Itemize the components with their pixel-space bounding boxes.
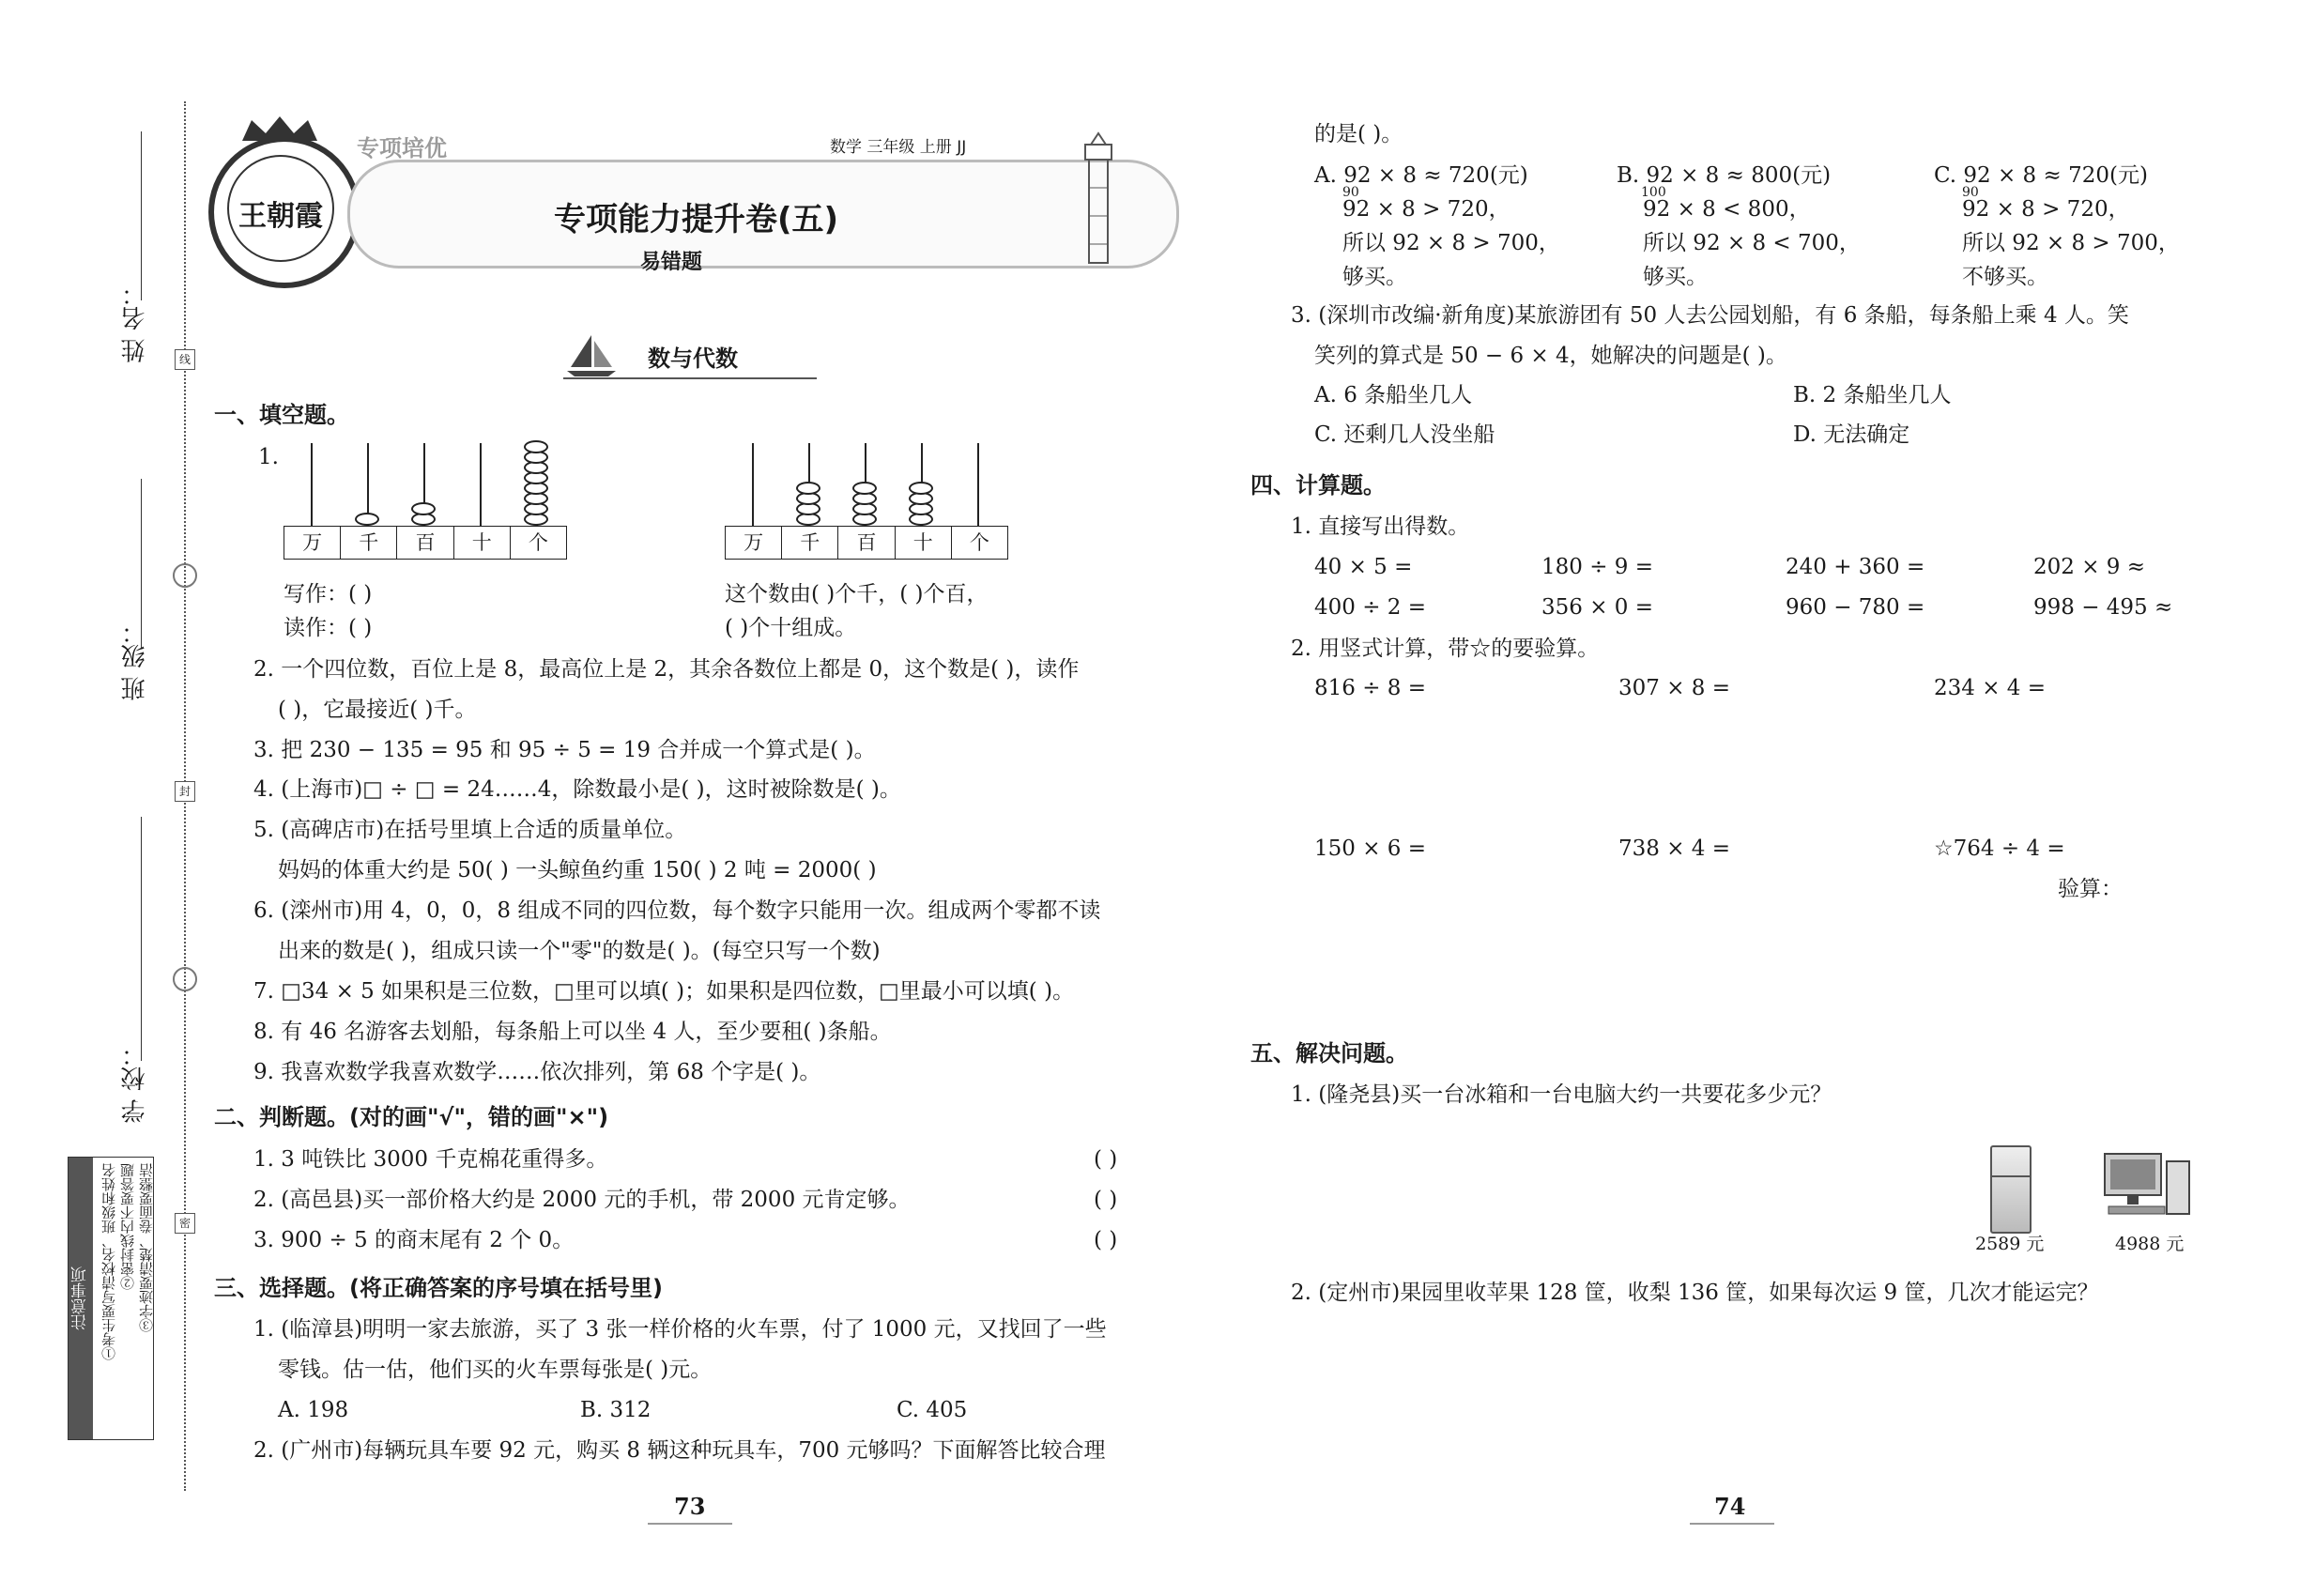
abacus-rod (977, 443, 979, 526)
calc-item: 356 × 0 = (1541, 595, 1654, 620)
choice-option: A. 92 × 8 ≈ 720(元) (1314, 163, 1528, 188)
logo-text: 王朝霞 (238, 200, 323, 233)
estimate-note: 90 (1962, 185, 1979, 200)
divider (1690, 1523, 1774, 1525)
notice-item: ②密封线内不要答题 (119, 1163, 136, 1290)
abacus-label: 个 (528, 531, 548, 554)
check-label: 验算： (2058, 877, 2123, 901)
abacus-bead (411, 502, 436, 515)
judge-item: 3. 900 ÷ 5 的商末尾有 2 个 0。 (253, 1228, 575, 1252)
abacus-bead (524, 440, 548, 453)
sailboat-icon (563, 333, 620, 378)
name-label: 姓 名： (121, 282, 149, 363)
choice-option: A. 6 条船坐几人 (1314, 383, 1473, 407)
question-line: 2. 一个四位数，百位上是 8，最高位上是 2，其余各数位上都是 0，这个数是( )，读作 (253, 657, 1080, 682)
abacus-label: 千 (341, 527, 397, 559)
choice-option: A. 198 (278, 1398, 349, 1422)
choice-option: C. 还剩几人没坐船 (1314, 422, 1495, 447)
publisher-logo (208, 136, 360, 288)
choice-option: 92 × 8 > 720， (1342, 197, 1510, 222)
section-heading: 四、计算题。 (1250, 472, 1386, 499)
compose-answer: 这个数由( )个千，( )个百， (725, 582, 989, 606)
calc-item: 180 ÷ 9 = (1541, 555, 1654, 579)
choice-option: C. 92 × 8 ≈ 720(元) (1934, 163, 2148, 188)
fridge-icon (1990, 1145, 2032, 1234)
question-line: 3. 把 230 − 135 = 95 和 95 ÷ 5 = 19 合并成一个算式是( )。 (253, 738, 876, 762)
question-line: 7. □34 × 5 如果积是三位数，□里可以填( )；如果积是四位数，□里最小可以填( )。 (253, 979, 1075, 1004)
question-line: 妈妈的体重大约是 50( ) 一头鲸鱼约重 150( ) 2 吨 = 2000( ) (278, 858, 877, 882)
calc-item: 998 − 495 ≈ (2033, 595, 2173, 620)
choice-option: 够买。 (1342, 265, 1407, 289)
section-topic: 数与代数 (648, 345, 738, 372)
choice-option: B. 312 (580, 1398, 652, 1422)
abacus-rod (311, 443, 313, 526)
abacus-rod (752, 443, 754, 526)
abacus-bead (796, 482, 820, 495)
lighthouse-icon (1080, 131, 1117, 282)
question-line: 2. (定州市)果园里收苹果 128 筐，收梨 136 筐，如果每次运 9 筐，几次才能运完？ (1291, 1281, 2099, 1305)
crown-icon (233, 115, 327, 143)
fridge-price: 2589 元 (1975, 1234, 2045, 1254)
name-field[interactable] (141, 131, 142, 300)
abacus-label: 百 (838, 527, 895, 559)
judge-item: 1. 3 吨铁比 3000 千克棉花重得多。 (253, 1147, 608, 1172)
binding-mark: 封 (175, 781, 195, 802)
abacus-bead (355, 513, 379, 526)
calc-item: 234 × 4 = (1934, 676, 2047, 700)
estimate-note: 90 (1342, 185, 1359, 200)
abacus-label: 十 (454, 527, 511, 559)
choice-option: 够买。 (1643, 265, 1708, 289)
calc-item: 202 × 9 ≈ (2033, 555, 2146, 579)
choice-option: 92 × 8 > 720， (1962, 197, 2130, 222)
choice-option: 所以 92 × 8 > 700， (1962, 231, 2180, 255)
page-subtitle: 易错题 (640, 251, 703, 274)
calc-item: 738 × 4 = (1618, 836, 1731, 861)
question-line: 8. 有 46 名游客去划船，每条船上可以坐 4 人，至少要租( )条船。 (253, 1020, 892, 1044)
question-line: 2. (广州市)每辆玩具车要 92 元，购买 8 辆这种玩具车，700 元够吗？下面解答比较合理 (253, 1438, 1106, 1463)
notice-title: 注意事项 (69, 1158, 93, 1439)
question-line: 笑列的算式是 50 − 6 × 4，她解决的问题是( )。 (1314, 344, 1787, 368)
compose-answer: ( )个十组成。 (725, 616, 857, 640)
choice-option: 所以 92 × 8 > 700， (1342, 231, 1560, 255)
notice-box (68, 1157, 154, 1440)
abacus-label: 十 (896, 527, 952, 559)
question-line: 的是( )。 (1314, 122, 1403, 146)
abacus-bead (852, 482, 877, 495)
hole-icon (173, 967, 197, 991)
class-label: 班 级： (121, 620, 149, 701)
header-tab: 专项培优 (357, 135, 447, 161)
abacus-label: 千 (782, 527, 838, 559)
binding-mark: 线 (175, 349, 195, 370)
question-line: 9. 我喜欢数学我喜欢数学……依次排列，第 68 个字是( )。 (253, 1060, 821, 1084)
question-line: 1. 直接写出得数。 (1291, 514, 1470, 539)
question-line: 零钱。估一估，他们买的火车票每张是( )元。 (278, 1358, 713, 1382)
question-line: 1. (临漳县)明明一家去旅游，买了 3 张一样价格的火车票，付了 1000 元，又找回了一些 (253, 1317, 1107, 1342)
estimate-note: 100 (1641, 185, 1666, 200)
abacus-bead (909, 482, 933, 495)
calc-item: 960 − 780 = (1786, 595, 1925, 620)
school-field[interactable] (141, 817, 142, 1061)
judge-item: 2. (高邑县)买一部价格大约是 2000 元的手机，带 2000 元肯定够。 (253, 1188, 911, 1212)
read-answer: 读作：( ) (284, 616, 373, 640)
notice-item: ①考生要写清校名、班级和姓名 (100, 1163, 117, 1360)
class-field[interactable] (141, 479, 142, 648)
question-number: 1. (258, 445, 279, 469)
question-line: 3. (深圳市改编·新角度)某旅游团有 50 人去公园划船，有 6 条船，每条船上乘 4 人。笑 (1291, 303, 2129, 328)
page-number: 73 (674, 1493, 706, 1520)
notice-item: ③字迹要清楚、卷面要整洁 (138, 1163, 155, 1332)
calc-item: 150 × 6 = (1314, 836, 1427, 861)
choice-option: 92 × 8 < 800， (1643, 197, 1811, 222)
computer-icon (2103, 1150, 2192, 1225)
section-heading: 二、判断题。(对的画"√"，错的画"×") (214, 1104, 609, 1130)
abacus-label: 个 (969, 531, 989, 554)
choice-option: 所以 92 × 8 < 700， (1643, 231, 1861, 255)
question-line: 出来的数是( )，组成只读一个"零"的数是( )。(每空只写一个数) (278, 939, 881, 963)
page-title: 专项能力提升卷(五) (554, 201, 839, 238)
hole-icon (173, 563, 197, 588)
section-heading: 五、解决问题。 (1250, 1040, 1408, 1067)
question-line: ( )，它最接近( )千。 (278, 698, 477, 722)
question-line: 6. (滦州市)用 4，0，0，8 组成不同的四位数，每个数字只能用一次。组成两个零都不读 (253, 898, 1101, 923)
choice-option: D. 无法确定 (1793, 422, 1910, 447)
judge-answer[interactable]: ( ) (1094, 1228, 1118, 1252)
binding-mark: 密 (175, 1213, 195, 1234)
calc-item: 40 × 5 = (1314, 555, 1413, 579)
page-number: 74 (1714, 1493, 1746, 1520)
abacus-rod (480, 443, 482, 526)
abacus-label: 万 (726, 527, 782, 559)
question-line: 1. (隆尧县)买一台冰箱和一台电脑大约一共要花多少元？ (1291, 1082, 1832, 1107)
abacus-label: 百 (397, 527, 453, 559)
abacus-left (284, 526, 567, 560)
header-info: 数学 三年级 上册 JJ (830, 138, 967, 157)
choice-option: C. 405 (897, 1398, 968, 1422)
calc-item: 400 ÷ 2 = (1314, 595, 1427, 620)
section-heading: 一、填空题。 (214, 402, 349, 428)
judge-answer[interactable]: ( ) (1094, 1188, 1118, 1212)
judge-answer[interactable]: ( ) (1094, 1147, 1118, 1172)
question-line: 2. 用竖式计算，带☆的要验算。 (1291, 637, 1600, 661)
calc-item: 816 ÷ 8 = (1314, 676, 1427, 700)
choice-option: B. 92 × 8 ≈ 800(元) (1617, 163, 1832, 188)
divider (648, 1523, 732, 1525)
abacus-label: 万 (284, 527, 341, 559)
calc-item: 307 × 8 = (1618, 676, 1731, 700)
calc-item: ☆764 ÷ 4 = (1934, 836, 2065, 861)
question-line: 4. (上海市)□ ÷ □ = 24……4，除数最小是( )，这时被除数是( )。 (253, 777, 901, 802)
choice-option: B. 2 条船坐几人 (1793, 383, 1952, 407)
section-heading: 三、选择题。(将正确答案的序号填在括号里) (214, 1275, 663, 1301)
question-line: 5. (高碑店市)在括号里填上合适的质量单位。 (253, 818, 687, 842)
calc-item: 240 + 360 = (1786, 555, 1925, 579)
write-answer: 写作：( ) (284, 582, 373, 606)
divider (563, 377, 817, 379)
choice-option: 不够买。 (1962, 265, 2048, 289)
abacus-right (725, 526, 1008, 560)
computer-price: 4988 元 (2115, 1234, 2185, 1254)
school-label: 学 校： (121, 1042, 149, 1124)
